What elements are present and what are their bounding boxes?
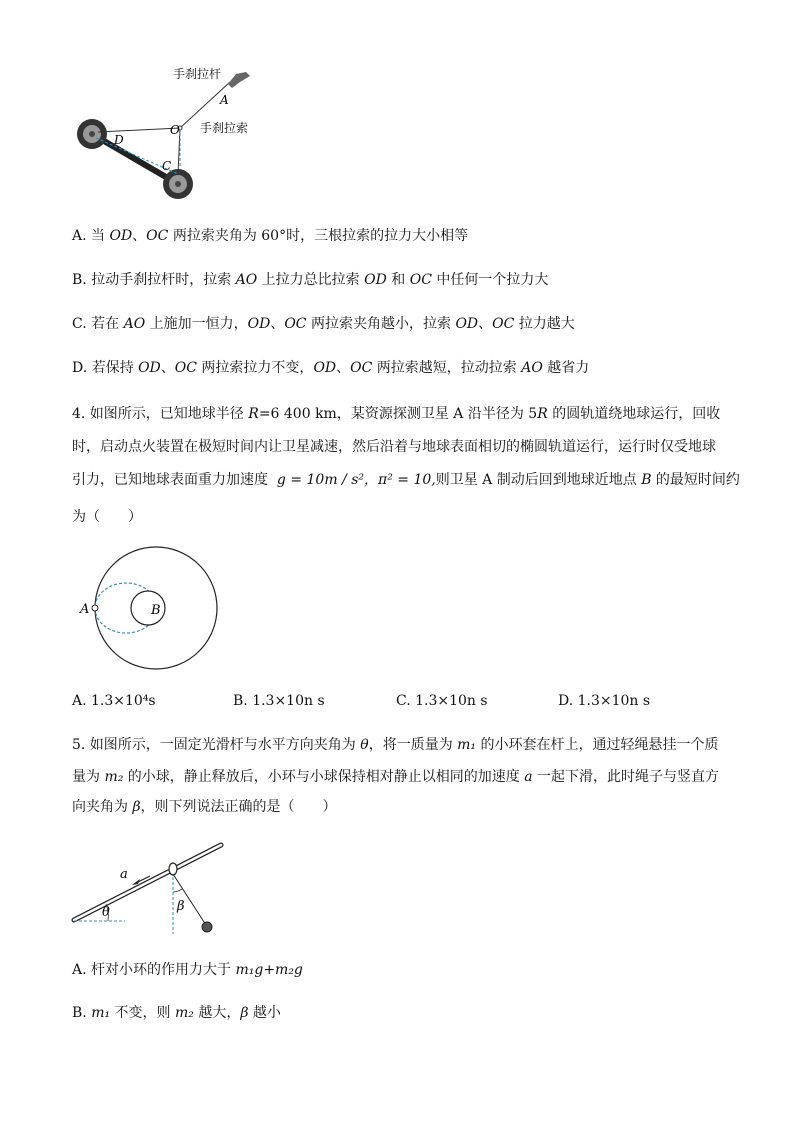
orbit-figure — [74, 544, 224, 674]
rod-inner — [74, 845, 221, 920]
q5-option-b: B. m₁ 不变，则 m₂ 越大，β 越小 — [72, 1005, 281, 1021]
label-a: a — [120, 867, 128, 882]
cable-OD — [98, 128, 180, 132]
q3-option-a: A. 当 OD、OC 两拉索夹角为 60°时，三根拉索的拉力大小相等 — [72, 228, 469, 244]
label-A: A — [220, 93, 229, 107]
label-B: B — [151, 603, 161, 618]
label-A: A — [80, 602, 90, 617]
q5-option-a: A. 杆对小环的作用力大于 m₁g+m₂g — [72, 962, 303, 978]
q5-line3: 向夹角为 β，则下列说法正确的是（ ） — [72, 799, 337, 815]
q4-option-c: C. 1.3×10n s — [396, 693, 488, 709]
label-O: O — [170, 123, 180, 137]
q4-option-a: A. 1.3×10⁴s — [72, 693, 156, 709]
q5-line2: 量为 m₂ 的小球，静止释放后，小环与小球保持相对静止以相同的加速度 a 一起下滑，此时绳子与竖直方 — [72, 769, 720, 785]
small-ring — [169, 863, 177, 875]
q3-option-d: D. 若保持 OD、OC 两拉索拉力不变，OD、OC 两拉索越短，拉动拉索 AO 越省力 — [72, 360, 590, 376]
beta-arc — [173, 889, 182, 892]
label-theta: θ — [102, 905, 110, 920]
q4-formula: g = 10m / s²，π² = 10, — [276, 472, 436, 488]
handbrake-figure — [70, 62, 270, 207]
q5-line1: 5. 如图所示，一固定光滑杆与水平方向夹角为 θ，将一质量为 m₁ 的小环套在杆上，通过轻绳悬挂一个质 — [72, 737, 719, 753]
label-beta: β — [177, 899, 185, 914]
small-ball — [202, 922, 212, 932]
q3-option-c: C. 若在 AO 上施加一恒力，OD、OC 两拉索夹角越小，拉索 OD、OC 拉力越大 — [72, 316, 575, 332]
lever-handle — [228, 72, 250, 88]
rod-figure — [70, 836, 230, 936]
cable-label: 手刹拉索 — [200, 121, 249, 135]
left-wheel — [77, 119, 107, 149]
satellite-A — [92, 605, 98, 611]
q4-line1: 4. 如图所示，已知地球半径 R=6 400 km，某资源探测卫星 A 沿半径为 5R 的圆轨道绕地球运行，回收 — [72, 406, 721, 422]
lever-label: 手刹拉杆 — [173, 67, 222, 81]
q4-line3: 引力，已知地球表面重力加速度 g = 10m / s²，π² = 10,则卫星 A 制动后回到地球近地点 B 的最短时间约 — [72, 472, 740, 488]
label-C: C — [162, 159, 172, 173]
label-D: D — [114, 133, 124, 147]
q4-line4: 为（ ） — [72, 509, 142, 525]
q4-line2: 时，启动点火装置在极短时间内让卫星减速，然后沿着与地球表面相切的椭圆轨道运行，运行时仅受地球 — [72, 439, 716, 455]
q4-option-b: B. 1.3×10n s — [233, 693, 325, 709]
q4-option-d: D. 1.3×10n s — [558, 693, 651, 709]
q3-option-b: B. 拉动手刹拉杆时，拉索 AO 上拉力总比拉索 OD 和 OC 中任何一个拉力大 — [72, 272, 549, 288]
